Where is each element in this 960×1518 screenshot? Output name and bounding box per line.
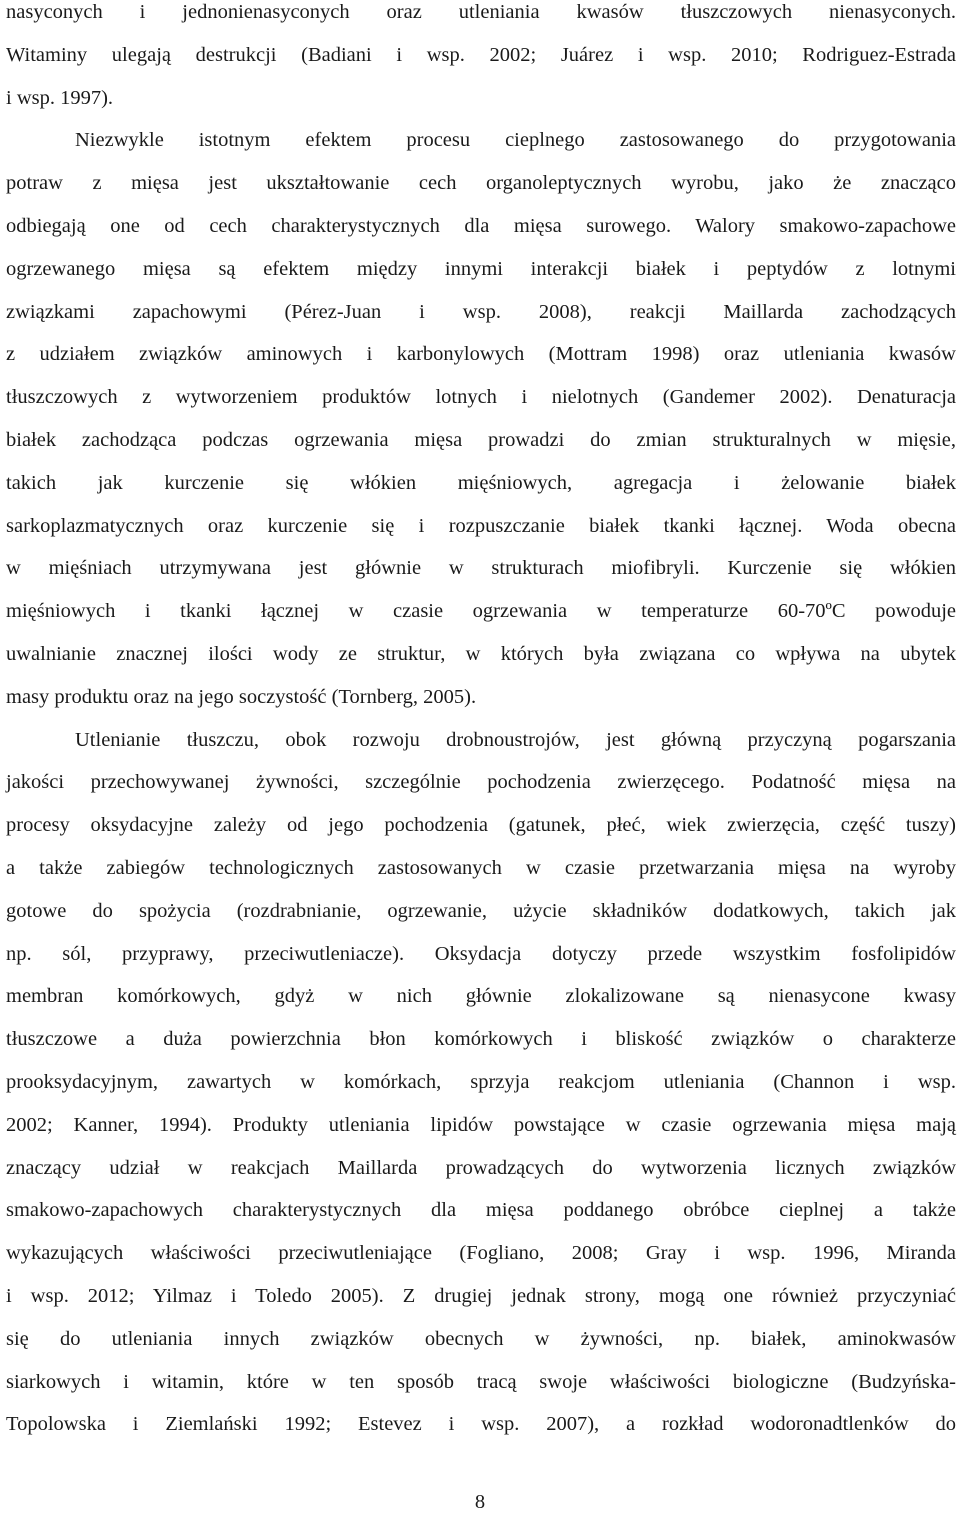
text-line: membran komórkowych, gdyż w nich głównie zlokalizowane są nienasycone kwasy: [6, 985, 956, 1008]
text-line: 2002; Kanner, 1994). Produkty utleniania lipidów powstające w czasie ogrzewania mięsa mają: [6, 1113, 956, 1136]
text-line: białek zachodząca podczas ogrzewania mięsa prowadzi do zmian strukturalnych w mięsie,: [6, 429, 956, 451]
text-line: tłuszczowych z wytworzeniem produktów lotnych i nielotnych (Gandemer 2002). Denaturacja: [6, 386, 956, 409]
text-line: takich jak kurczenie się włókien mięśniowych, agregacja i żelowanie białek: [6, 471, 956, 494]
paragraph-first-line: Utlenianie tłuszczu, obok rozwoju drobnoustrojów, jest główną przyczyną pogarszania: [75, 728, 956, 751]
text-line: sarkoplazmatycznych oraz kurczenie się i rozpuszczanie białek tkanki łącznej. Woda obecna: [6, 514, 956, 537]
text-line: np. sól, przyprawy, przeciwutleniacze). Oksydacja dotyczy przede wszystkim fosfolipidów: [6, 942, 956, 965]
paragraph-first-line: Niezwykle istotnym efektem procesu cieplnego zastosowanego do przygotowania: [75, 129, 956, 152]
text-line: gotowe do spożycia (rozdrabnianie, ogrzewanie, użycie składników dodatkowych, takich jak: [6, 899, 956, 922]
text-line: procesy oksydacyjne zależy od jego pochodzenia (gatunek, płeć, wiek zwierzęcia, część tuszy): [6, 814, 956, 837]
text-line: jakości przechowywanej żywności, szczególnie pochodzenia zwierzęcego. Podatność mięsa na: [6, 771, 956, 794]
text-line: potraw z mięsa jest ukształtowanie cech organoleptycznych wyrobu, jako że znacząco: [6, 172, 956, 195]
text-line: i wsp. 1997).: [6, 86, 114, 109]
page-number: 8: [474, 1491, 486, 1513]
text-line: uwalnianie znacznej ilości wody ze struktur, w których była związana co wpływa na ubytek: [6, 643, 956, 665]
text-line: ogrzewanego mięsa są efektem między innymi interakcji białek i peptydów z lotnymi: [6, 257, 956, 280]
text-line: w mięśniach utrzymywana jest głównie w strukturach miofibryli. Kurczenie się włókien: [6, 557, 956, 580]
text-line: odbiegają one od cech charakterystycznych dla mięsa surowego. Walory smakowo-zapachowe: [6, 215, 956, 237]
text-line: siarkowych i witamin, które w ten sposób tracą swoje właściwości biologiczne (Budzyńska-: [6, 1370, 956, 1393]
text-line: wykazujących właściwości przeciwutleniające (Fogliano, 2008; Gray i wsp. 1996, Miranda: [6, 1242, 956, 1265]
text-line: masy produktu oraz na jego soczystość (Tornberg, 2005).: [6, 685, 477, 708]
text-line: a także zabiegów technologicznych zastosowanych w czasie przetwarzania mięsa na wyroby: [6, 857, 956, 879]
text-line: i wsp. 2012; Yilmaz i Toledo 2005). Z drugiej jednak strony, mogą one również przyczyniać: [6, 1285, 956, 1307]
text-line: tłuszczowe a duża powierzchnia błon komórkowych i bliskość związków o charakterze: [6, 1028, 956, 1051]
text-line: związkami zapachowymi (Pérez-Juan i wsp. 2008), reakcji Maillarda zachodzących: [6, 300, 956, 323]
text-line: smakowo-zapachowych charakterystycznych dla mięsa poddanego obróbce cieplnej a także: [6, 1199, 956, 1222]
text-line: z udziałem związków aminowych i karbonylowych (Mottram 1998) oraz utleniania kwasów: [6, 343, 956, 366]
text-line: Topolowska i Ziemlański 1992; Estevez i wsp. 2007), a rozkład wodoronadtlenków do: [6, 1413, 956, 1436]
text-line: prooksydacyjnym, zawartych w komórkach, sprzyja reakcjom utleniania (Channon i wsp.: [6, 1071, 956, 1093]
text-line: nasyconych i jednonienasyconych oraz utleniania kwasów tłuszczowych nienasyconych.: [6, 1, 956, 23]
text-line: się do utleniania innych związków obecnych w żywności, np. białek, aminokwasów: [6, 1327, 956, 1350]
text-line: mięśniowych i tkanki łącznej w czasie ogrzewania w temperaturze 60-70ºC powoduje: [6, 600, 956, 623]
text-line: Witaminy ulegają destrukcji (Badiani i wsp. 2002; Juárez i wsp. 2010; Rodriguez-Estrada: [6, 43, 956, 66]
text-line: znaczący udział w reakcjach Maillarda prowadzących do wytworzenia licznych związków: [6, 1156, 956, 1179]
